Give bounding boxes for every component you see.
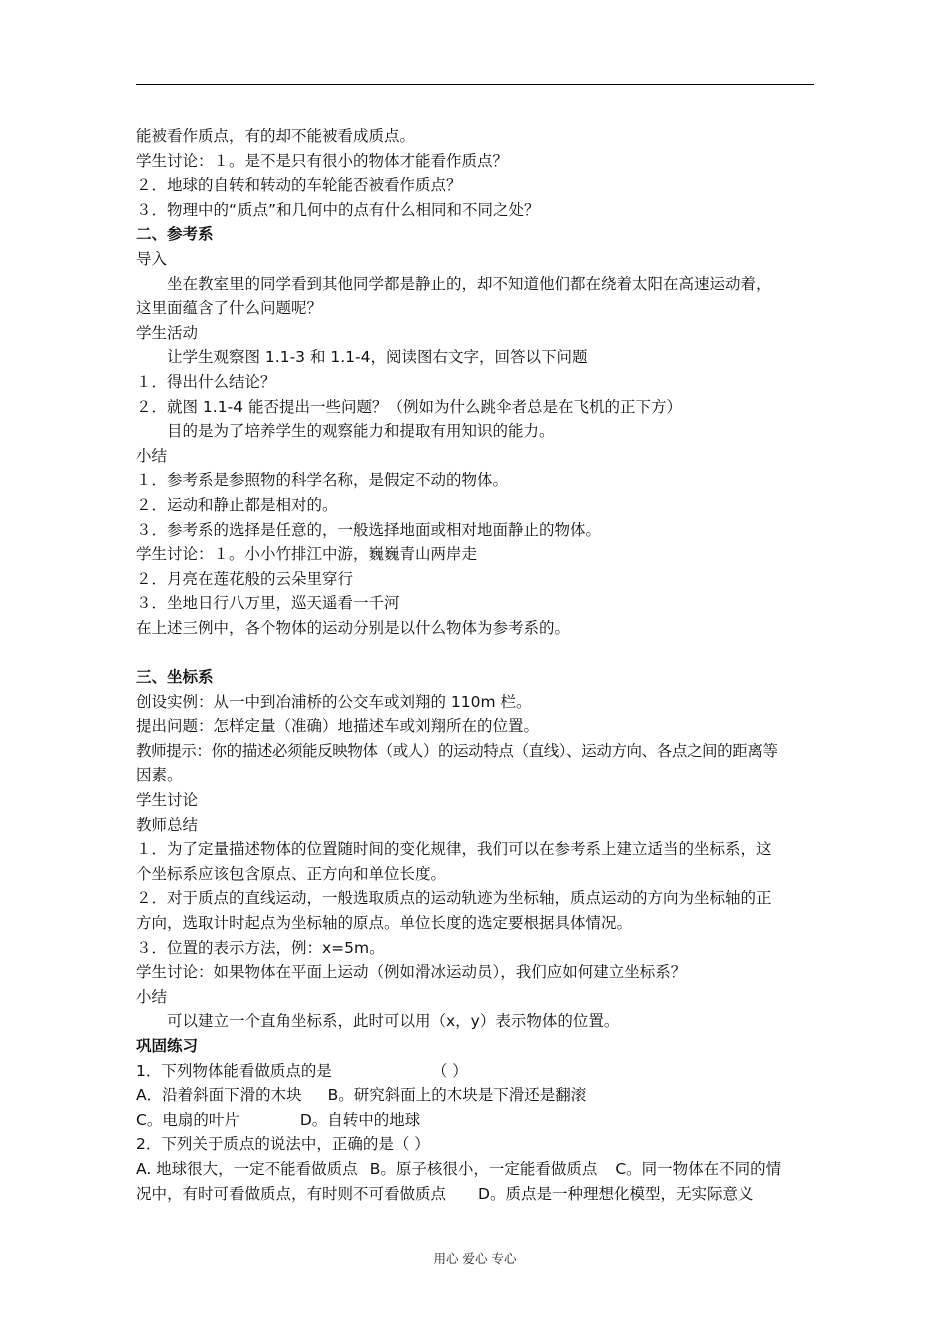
text-line: 在上述三例中，各个物体的运动分别是以什么物体为参考系的。: [136, 618, 571, 637]
question-1: [136, 1059, 816, 1084]
blank-line: [136, 640, 816, 665]
text-line: 创设实例：从一中到冶浦桥的公交车或刘翔的 110m 栏。: [136, 692, 532, 711]
question-2-options-line1: [136, 1157, 816, 1182]
question-1-options-ab: [136, 1083, 816, 1108]
option-a: A. 地球很大，一定不能看做质点: [136, 1159, 358, 1178]
option-c: C。电扇的叶片: [136, 1110, 240, 1129]
question-2: 2．下列关于质点的说法中，正确的是（ ）: [136, 1135, 430, 1154]
text-line: 让学生观察图 1.1-3 和 1.1-4，阅读图右文字，回答以下问题: [167, 348, 588, 367]
option-b: B。原子核很小，一定能看做质点: [369, 1159, 598, 1178]
text-line: 因素。: [136, 766, 183, 785]
text-line: 教师总结: [136, 815, 199, 834]
option-b: B。研究斜面上的木块是下滑还是翻滚: [327, 1086, 587, 1105]
text-line: １．为了定量描述物体的位置随时间的变化规律，我们可以在参考系上建立适当的坐标系，这: [136, 840, 772, 859]
text-line: ２．地球的自转和转动的车轮能否被看作质点？: [136, 176, 462, 195]
text-line: ２．对于质点的直线运动，一般选取质点的运动轨迹为坐标轴，质点运动的方向为坐标轴的正: [136, 889, 772, 908]
text-line: ３．坐地日行八万里，巡天遥看一千河: [136, 594, 400, 613]
question-1-options-cd: [136, 1108, 816, 1133]
text-line: 导入: [136, 249, 168, 268]
text-line: 方向，选取计时起点为坐标轴的原点。单位长度的选定要根据具体情况。: [136, 914, 633, 932]
text-line: 这里面蕴含了什么问题呢？: [136, 299, 323, 318]
question-1-stem: 1．下列物体能看做质点的是: [136, 1061, 332, 1080]
text-line: ３．物理中的“质点”和几何中的点有什么相同和不同之处？: [136, 200, 540, 219]
document-body: [136, 124, 816, 1206]
text-line: 小结: [136, 446, 168, 465]
text-line: 提出问题：怎样定量（准确）地描述车或刘翔所在的位置。: [136, 717, 540, 736]
option-d: D。自转中的地球: [299, 1110, 421, 1129]
text-line: ３．位置的表示方法，例：x=5m。: [136, 938, 385, 957]
text-line: 目的是为了培养学生的观察能力和提取有用知识的能力。: [167, 422, 555, 441]
section-heading-reference-frame: 二、参考系: [136, 225, 214, 244]
question-2-options-line2: [136, 1182, 816, 1207]
text-line: ２．就图 1.1-4 能否提出一些问题？（例如为什么跳伞者总是在飞机的正下方）: [136, 397, 682, 416]
text-line: 小结: [136, 987, 168, 1006]
text-line: 可以建立一个直角坐标系，此时可以用（x，y）表示物体的位置。: [167, 1012, 620, 1031]
page-footer: 用心 爱心 专心: [433, 1251, 517, 1266]
option-c-continued: 况中，有时可看做质点，有时则不可看做质点: [136, 1184, 447, 1203]
text-line: 学生讨论：如果物体在平面上运动（例如滑冰运动员），我们应如何建立坐标系？: [136, 963, 687, 982]
text-line: 教师提示：你的描述必须能反映物体（或人）的运动特点（直线）、运动方向、各点之间的距离等: [136, 741, 778, 760]
section-heading-coordinate-system: 三、坐标系: [136, 668, 214, 687]
text-line: ２．月亮在莲花般的云朵里穿行: [136, 569, 354, 588]
section-heading-exercises: 巩固练习: [136, 1036, 199, 1055]
text-line: 个坐标系应该包含原点、正方向和单位长度。: [136, 864, 447, 883]
text-line: 学生讨论: [136, 791, 199, 810]
option-a: A．沿着斜面下滑的木块: [136, 1086, 302, 1105]
text-line: ２．运动和静止都是相对的。: [136, 495, 338, 514]
text-line: 学生活动: [136, 323, 199, 342]
header-rule: [136, 84, 814, 85]
text-line: １．得出什么结论？: [136, 372, 276, 391]
text-line: 学生讨论：１。小小竹排江中游，巍巍青山两岸走: [136, 545, 478, 564]
text-line: 能被看作质点，有的却不能被看成质点。: [136, 127, 416, 145]
text-line: ３．参考系的选择是任意的，一般选择地面或相对地面静止的物体。: [136, 520, 602, 539]
text-line: １．参考系是参照物的科学名称，是假定不动的物体。: [136, 471, 509, 490]
option-d: D。质点是一种理想化模型，无实际意义: [478, 1184, 754, 1203]
text-line: 坐在教室里的同学看到其他同学都是静止的，却不知道他们都在绕着太阳在高速运动着，: [167, 274, 772, 293]
question-1-answer-blank: （ ）: [431, 1061, 468, 1080]
text-line: 学生讨论：１。是不是只有很小的物体才能看作质点？: [136, 151, 509, 170]
option-c: C。同一物体在不同的情: [615, 1159, 782, 1178]
